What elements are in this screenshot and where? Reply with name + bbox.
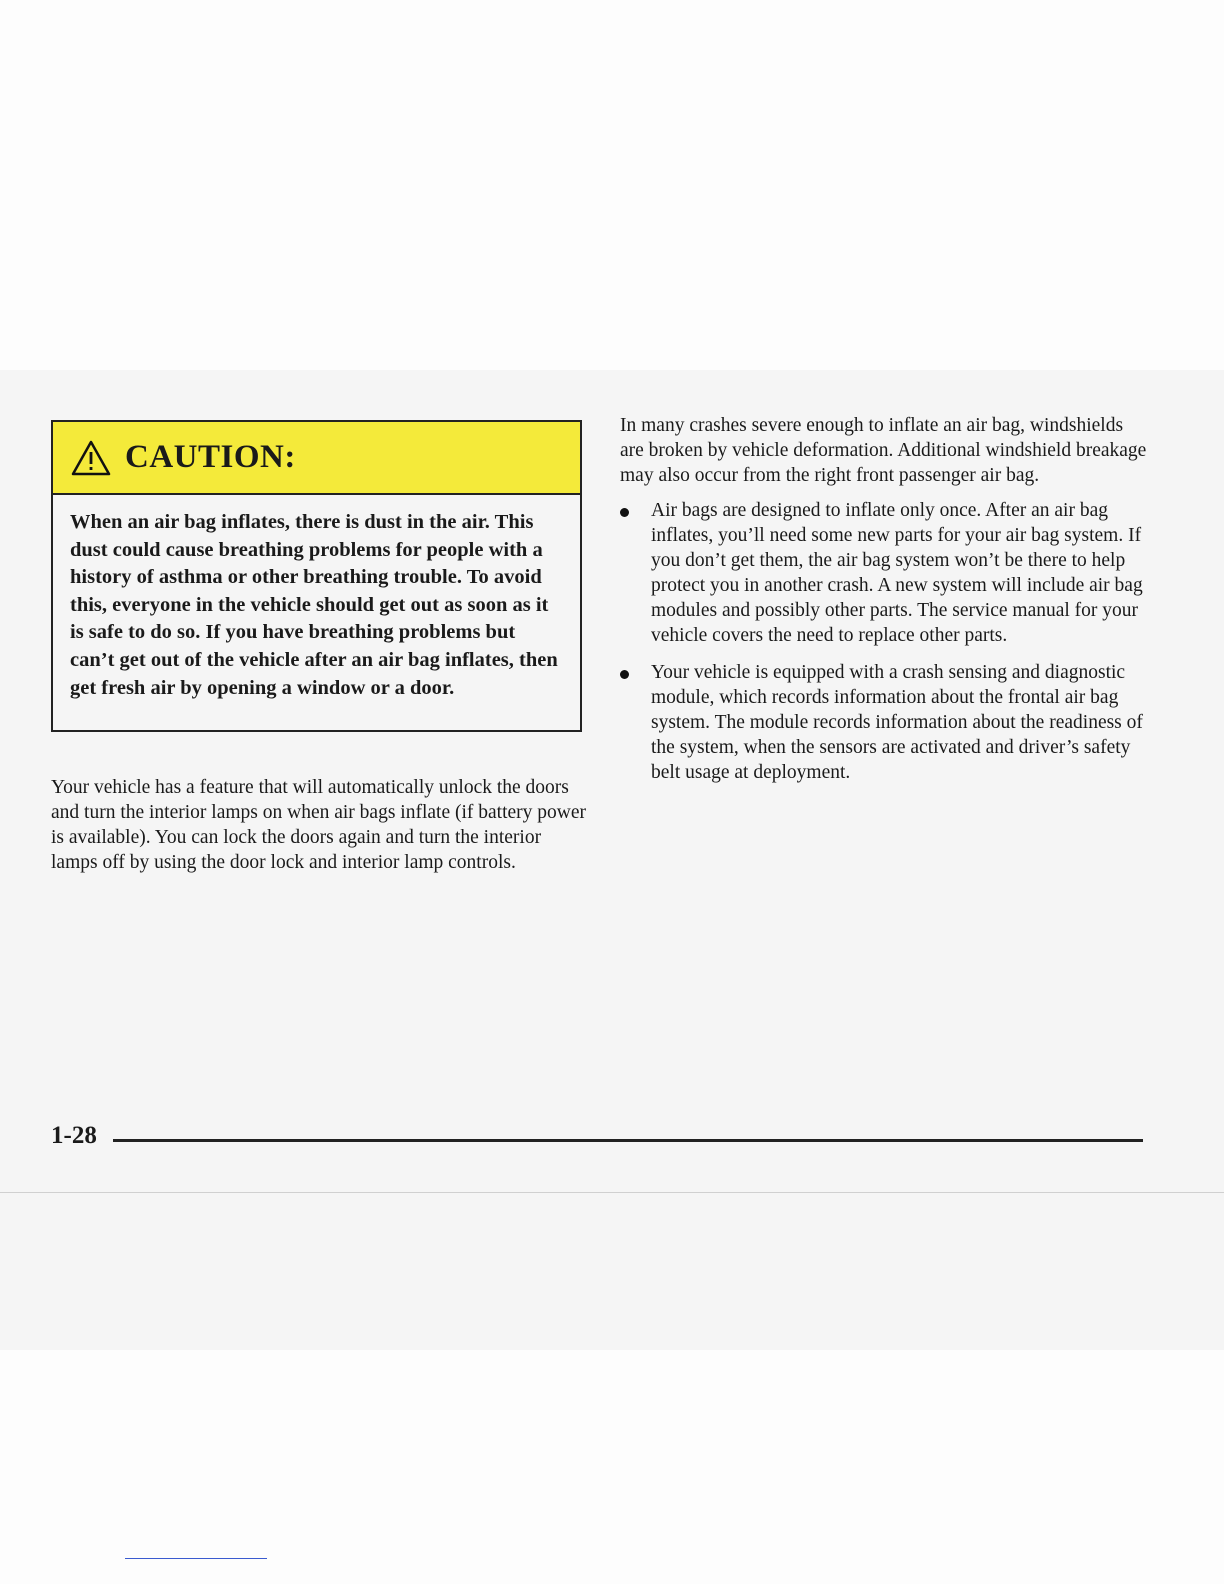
caution-title: CAUTION: [125, 439, 296, 475]
right-body-paragraph: In many crashes severe enough to inflate an air bag, windshields are broken by vehicle deformation. Additional windshield breakage may also occur from the right front passenger air bag. [620, 415, 1147, 486]
list-item [620, 660, 1150, 785]
bullet-list [620, 498, 1150, 785]
left-body-paragraph: Your vehicle has a feature that will automatically unlock the doors and turn the interior lamps on when air bags inflate (if battery power is available). You can lock the doors again and turn the interior lamps off by using the door lock and interior lamp controls. [51, 777, 586, 873]
caution-header [53, 422, 580, 495]
right-column [620, 413, 1150, 797]
list-item-text: Air bags are designed to inflate only once. After an air bag inflates, you’ll need some new parts for your air bag system. If you don’t get them, the air bag system won’t be there to help protect you in another crash. A new system will include air bag modules and possibly other parts. The service manual for your vehicle covers the need to replace other parts. [651, 500, 1143, 646]
caution-box [51, 420, 582, 732]
bullet-icon [620, 508, 629, 517]
footer-rule [113, 1139, 1143, 1142]
scan-edge-line [0, 1192, 1224, 1193]
caution-body-text: When an air bag inflates, there is dust in the air. This dust could cause breathing problems for people with a history of asthma or other breathing trouble. To avoid this, everyone in the vehicle should get out as soon as it is safe to do so. If you have breathing problems but can’t get out of the vehicle after an air bag inflates, then get fresh air by opening a window or a door. [70, 511, 558, 699]
warning-triangle-icon [71, 440, 111, 476]
bottom-underline [125, 1558, 267, 1559]
page-number: 1-28 [51, 1122, 97, 1149]
bullet-icon [620, 670, 629, 679]
list-item-text: Your vehicle is equipped with a crash sensing and diagnostic module, which records information about the frontal air bag system. The module records information about the readiness of the system, when the sensors are activated and driver’s safety belt usage at deployment. [651, 662, 1143, 783]
list-item [620, 498, 1150, 648]
